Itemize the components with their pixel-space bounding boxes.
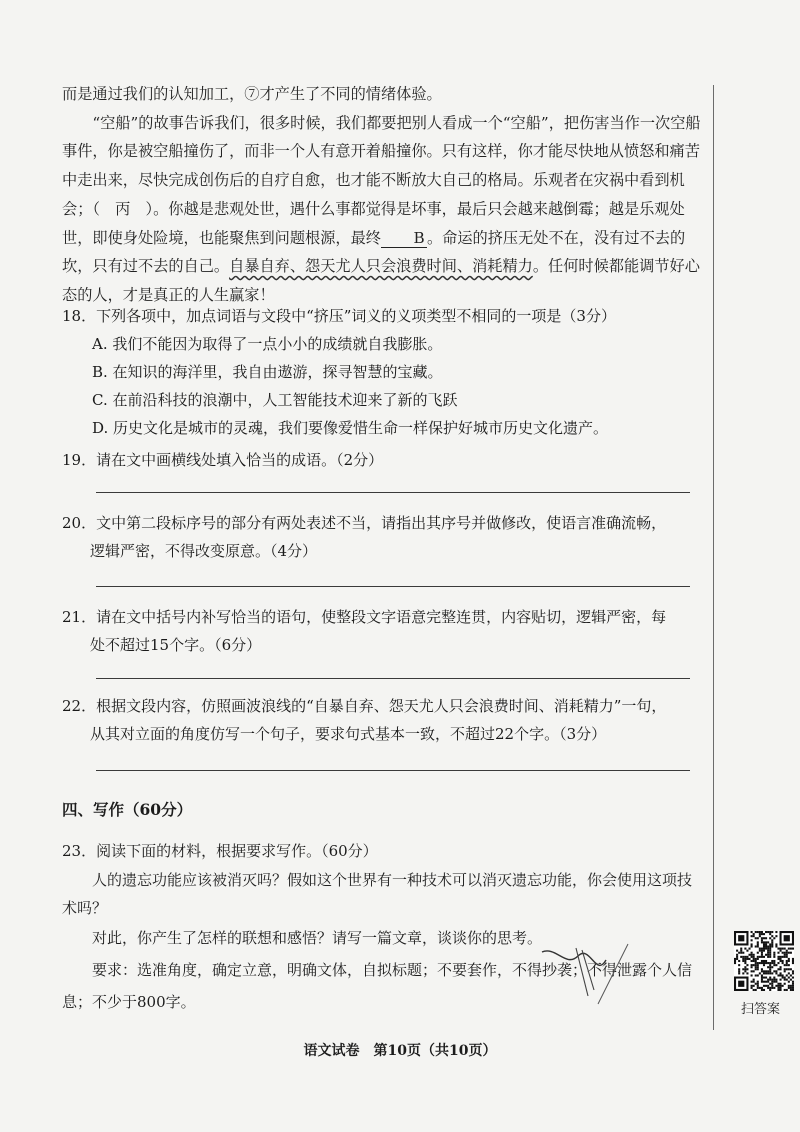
qr-code-icon[interactable]	[734, 931, 794, 991]
passage-para-2	[62, 109, 702, 310]
question-20	[62, 509, 702, 565]
writing-material: 人的遗忘功能应该被消灭吗？假如这个世界有一种技术可以消灭遗忘功能，你会使用这项技术吗？	[62, 871, 693, 917]
reading-passage	[62, 80, 702, 310]
answer-line-21[interactable]	[96, 678, 690, 679]
pen-scribble	[536, 938, 636, 1008]
option-a: A. 我们不能因为取得了一点小小的成绩就自我膨胀。	[92, 335, 443, 353]
passage-text: 。任何时候都能调节好心态的人，才是真正的人生赢家！	[62, 257, 700, 304]
wavy-underlined-sentence: 自暴自弃、怨天尤人只会浪费时间、消耗精力	[229, 257, 533, 276]
question-stem-cont: 从其对立面的角度仿写一个句子，要求句式基本一致，不超过22个字。（3分）	[90, 725, 607, 743]
question-stem: 18．下列各项中，加点词语与文段中“挤压”词义的义项类型不相同的一项是（3分）	[62, 307, 616, 325]
option-c: C. 在前沿科技的浪潮中，人工智能技术迎来了新的飞跃	[92, 391, 458, 409]
question-19	[62, 446, 702, 474]
question-stem: 19．请在文中画横线处填入恰当的成语。（2分）	[62, 451, 384, 469]
writing-requirements: 要求：选准角度，确定立意，明确文体，自拟标题；不要套作，不得抄袭；不得泄露个人信息；不少于800字。	[62, 961, 693, 1011]
question-stem: 22．根据文段内容，仿照画波浪线的“自暴自弃、怨天尤人只会浪费时间、消耗精力”一句，	[62, 697, 667, 715]
answer-line-20[interactable]	[96, 586, 690, 587]
question-stem-cont: 处不超过15个字。（6分）	[90, 636, 262, 654]
section-title-writing: 四、写作（60分）	[62, 800, 193, 819]
question-stem: 23．阅读下面的材料，根据要求写作。（60分）	[62, 842, 378, 860]
question-stem-cont: 逻辑严密，不得改变原意。（4分）	[90, 542, 318, 560]
answer-line-19[interactable]	[96, 492, 690, 493]
blank-b: B	[381, 229, 427, 248]
question-22	[62, 692, 702, 748]
passage-para-1: 而是通过我们的认知加工，⑦才产生了不同的情绪体验。	[62, 85, 442, 103]
passage-text: 。命运的挤压无处不在，没有过不去的坎，只有过不去的自己。	[62, 228, 686, 276]
option-d: D. 历史文化是城市的灵魂，我们要像爱惜生命一样保护好城市历史文化遗产。	[92, 419, 609, 437]
writing-prompt: 对此，你产生了怎样的联想和感悟？请写一篇文章，谈谈你的思考。	[92, 929, 543, 947]
qr-label: 扫答案	[741, 1002, 781, 1017]
question-stem: 21．请在文中括号内补写恰当的语句，使整段文字语意完整连贯，内容贴切，逻辑严密，每	[62, 608, 667, 626]
passage-text: “空船”的故事告诉我们，很多时候，我们都要把别人看成一个“空船”，把伤害当作一次空船事件，你是被空船撞伤了，而非一个人有意开着船撞你。只有这样，你才能尽快地从愤怒和痛苦中走出来，尽快完成创伤后的自疗自愈，也才能不断放大自己的格局。乐观者在灾祸中看到机会；（ 丙 ）。你越是悲观处世，遇什么事都觉得是坏事，最后只会越来越倒霉；越是乐观处世，即使身处险境，也能聚焦到问题根源，最终	[62, 113, 701, 247]
question-stem: 20．文中第二段标序号的部分有两处表述不当，请指出其序号并做修改，使语言准确流畅，	[62, 514, 667, 532]
option-b: B. 在知识的海洋里，我自由遨游，探寻智慧的宝藏。	[92, 363, 443, 381]
answer-line-22[interactable]	[96, 770, 690, 771]
question-21	[62, 603, 702, 659]
question-18	[62, 302, 702, 442]
page-footer: 语文试卷 第10页（共10页）	[303, 1043, 497, 1059]
margin-rule	[713, 85, 714, 1030]
